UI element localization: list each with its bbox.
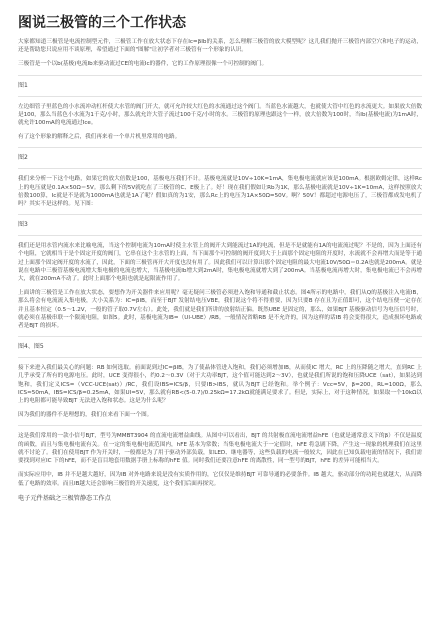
related-article-link[interactable]: 电子元件基础之三极管静态工作点 <box>18 494 111 502</box>
paragraph-transition: 有了这个形象的解释之后，我们再来看一个单片机里常用的电路。 <box>18 134 181 141</box>
divider <box>18 96 422 97</box>
paragraph-ib-efficiency: 而实际应用中，IB 并不是越大越好，因为IB 对外电路来说是没有实质作用的，它仅仅是维持BJT 可靠导通的必要条件。IB 越大，驱动部分的功耗也就越大，从而降低了电路的效率。而且IB越大还会影响三极管的开关速度，这个我们后面再探究。 <box>18 472 422 487</box>
page-title: 图说三极管的三个工作状态 <box>18 15 186 31</box>
figure-3-label: 图3 <box>18 221 28 229</box>
divider <box>18 168 422 169</box>
paragraph-circuit-analysis: 我们来分析一下这个电路，如果它的放大倍数是100，基极电压我们不计。基极电流就是10V÷10K=1mA，集电极电流就应该是100mA。根据欧姆定律，这样Rc上的电压就是0.1A×50Ω＝5V。那么剩下的5V就吃在了三极管的C、E极上了。好！现在我们假如让Rb为1K，那么基极电流就是10V÷1K=10mA，这样按照放大倍数100算，Ic就是不是就为1000mA也就是1A了呢？假如真的为1安，那么Rc上的电压为1A×50Ω=50V。啊？50V！都超过电源电压了，三极管都成发电机了吗？其实不是这样的。见下图： <box>18 176 422 208</box>
article-body <box>0 38 440 503</box>
intro-paragraph-2: 三极管是一个以b(基极)电流Ib来驱动流过CE的电流Ic的器件，它的工作原理很像一个可控制的阀门。 <box>18 61 268 68</box>
paragraph-switch-mode: 上面讲的三极管是工作在放大状态，要想作为开关器件来应用呢？毫无疑问三极管必须进入饱和导通和截止状态。图4所示的电路中，我们从Q的基极注入电流IB，那么将会有电流流入集电极，大小关系为：IC=βIB，而至于BJT 发射结电压VBE，我们说这个将不得重要，因为只要B 存在且为正值即可，这个结电压便一定存在并且基本恒定（0.5～1.2V，一般的管子取0.7V左右）。此处，我们就是我们所讲的放射结正偏。既然UBE 是固定的，那么，如果BJT 基极驱动信号为电压信号时，就必须在基极串联一个限流电阻，如图5。此时，基极电流为IB=（UI-UBE）/RB。一般情况省略RB 是不允许的，因为这样的话IB 将会变得很大，造成损坏电路或者是BJT 的损坏。 <box>18 290 422 330</box>
figure-2-label: 图2 <box>18 154 28 162</box>
figure-1-label: 图1 <box>18 81 28 89</box>
intro-paragraph: 大家都知道三极管是电流控制型元件，三极管工作在放大状态下存在Ic=βIb的关系，怎么理解三极管的放大模型呢？这儿我们抛开三极管内部空穴和电子的运动，还是帮助您只说应用不谈原理，希望通过下面的"图解"让初学者对三极管有一个形象的认识。 <box>18 39 422 54</box>
divider <box>18 235 422 236</box>
divider <box>18 357 422 358</box>
divider <box>18 425 422 426</box>
paragraph-valve-analogy: 左边细管子里蓝色的小水流冲动杠杆使大水管的阀门开大，就可允许较大红色的水流通过这个阀门。当蓝色水流越大，也就使大管中红色的水流更大。如果放大倍数是100，那么当蓝色小水流为1千克/小时，那么就允许大管子流过100千克/小时的水。三极管的原理也跟这个一样，放大倍数为100时，当Ib(基极电流)为1mA时，就允许100mA的电流通过Ice。 <box>18 103 422 127</box>
divider <box>18 214 422 215</box>
paragraph-current-limit: 我们还是用水管内流水来比喻电流，当这个控制电流为10mA时使主水管上的阀开大到能流过1A的电流，但是不是就能有1A的电流流过呢？不是的，因为上面还有个电阻，它就相当于是个固定开度的阀门，它串在这个主水管的上面，当下面那个可控制的阀开度到大于上面那个固定电阻的开度时，水流就不会再增大而是等于通过上面那个固定阀开度的水流了，因此，下面的三极管再开大开度也没有用了。因此我们可以计算出那个固定电阻的最大电流10V/50Ω＝0.2A也就是200mA。就是说在电路中三极管基极电流增大集电极的电流也增大，当基极电流Ib增大到2mA时，集电极电流就增大到了200mA。当基极电流再增大时，集电极电流已不会再增大，就在200mA不动了。此时上面那个电阻也就是起限流作用了。 <box>18 243 422 283</box>
paragraph-rb-selection: 接下来进入我们最关心的问题：RB 如何选取。前面说到过IC=βIB，为了使晶体管进入饱和，我们必须增加IB，从而使IC 增大，RC 上的压降随之增大，直到RC 上几乎承受了所有的电源电压。此时，UCE 变得很小，约0.2～0.3V（对于大功率BJT，这个值可能达到2～3V），也就是我们所说的饱和压降UCE（sat），如果达到饱和，我们定义ICS=（VCC-UCE(sat)）/RC，我们设IBS=ICS/β，只要IB>IBS，就认为BJT 已经饱和。举个例子：Vcc=5V，β=200，RL=100Ω，那么ICS≈50mA，IBS=ICS/β=0.25mA，如果UI=5V，那么就有RB<(5-0.7)/0.25kΩ=17.2kΩ就能满足要求了。但是，实际上，对于这种情况，如果取一个10kΩ以上的电阻都可能导致BJT 无法进入饱和状态。这是为什么呢？ <box>18 365 422 405</box>
figure-4-5-label: 图4、图5 <box>18 343 44 351</box>
divider <box>18 75 422 76</box>
paragraph-non-ideal: 因为我们的器件不是理想的，我们在来看下面一个图。 <box>18 412 153 419</box>
divider <box>18 147 422 148</box>
divider <box>18 336 422 337</box>
paragraph-hfe-curve: 这是我们常用的一款小信号BJT，型号为MMBT3904 的直流电流增益曲线。从图中可以看出，BJT 的共射极直流电流增益hFE（也就是通常意义下的β）不仅是温度的函数，而且与集电极电流有关。在一定的集电极电流范围内，hFE 基本为常数；当集电极电流大于一定值时，hFE 将急剧下降，产生这一现象的机理我们在这里就不讨论了。我们在使用BJT 作为开关时，一般都是为了用于驱动外部负载，如LED、继电器等，这些负载的电流一般较大，因此在已知负载电流的情况下，我们需要找到对应IC 下的hFE，而不是盲目地套用数据手册上标称的hFE 值。同时我们还要注意hFE 的离散性，同一型号的BJT，hFE 的差异可能相当大。 <box>18 433 422 465</box>
